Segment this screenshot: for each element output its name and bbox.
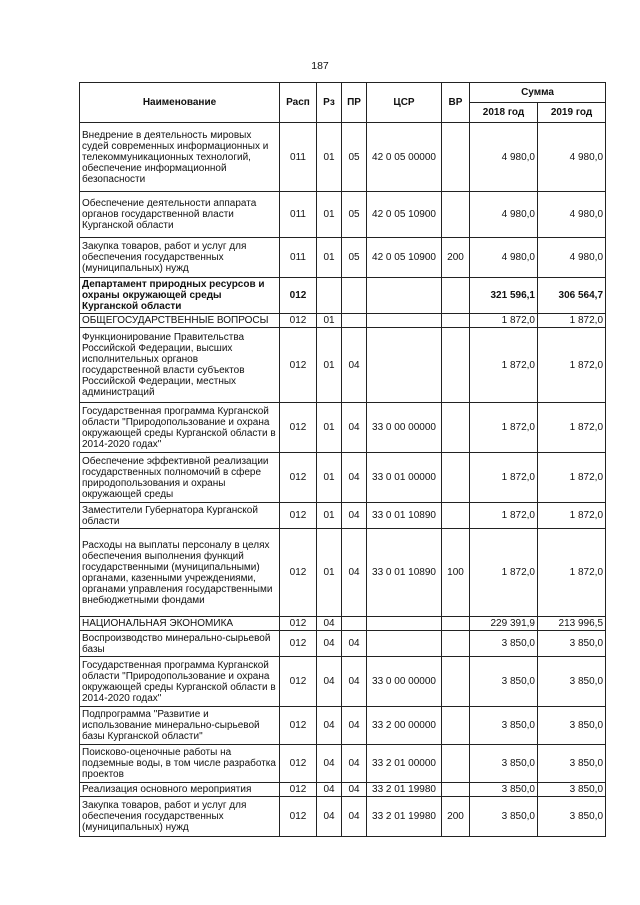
cell-sum-2018: 1 872,0: [470, 529, 538, 617]
cell-csr: 33 2 01 19980: [367, 797, 442, 837]
cell-name: Государственная программа Курганской области "Природопользование и охрана окружающей среды Курганской области в 2014-2020 годах": [80, 403, 280, 453]
cell-csr: [367, 278, 442, 314]
table-row: [80, 707, 606, 745]
cell-name: Департамент природных ресурсов и охраны окружающей среды Курганской области: [80, 278, 280, 314]
cell-pr: 04: [342, 403, 367, 453]
cell-csr: [367, 314, 442, 328]
cell-rasp: 012: [280, 783, 317, 797]
cell-pr: [342, 278, 367, 314]
cell-rasp: 012: [280, 278, 317, 314]
cell-rz: 01: [317, 123, 342, 192]
cell-name: НАЦИОНАЛЬНАЯ ЭКОНОМИКА: [80, 617, 280, 631]
cell-sum-2019: 3 850,0: [538, 797, 606, 837]
cell-sum-2019: 1 872,0: [538, 503, 606, 529]
cell-vr: [442, 745, 470, 783]
cell-vr: [442, 617, 470, 631]
header-name: Наименование: [80, 83, 280, 123]
cell-sum-2018: 1 872,0: [470, 314, 538, 328]
table-row: [80, 783, 606, 797]
cell-csr: 42 0 05 00000: [367, 123, 442, 192]
cell-name: Закупка товаров, работ и услуг для обеспечения государственных (муниципальных) нужд: [80, 238, 280, 278]
cell-rz: 01: [317, 328, 342, 403]
cell-pr: 05: [342, 123, 367, 192]
cell-sum-2019: 3 850,0: [538, 783, 606, 797]
table-row: [80, 745, 606, 783]
cell-name: Заместители Губернатора Курганской области: [80, 503, 280, 529]
cell-sum-2019: 4 980,0: [538, 123, 606, 192]
table-row: [80, 529, 606, 617]
cell-rasp: 012: [280, 617, 317, 631]
cell-vr: [442, 278, 470, 314]
table-row: [80, 403, 606, 453]
cell-vr: [442, 657, 470, 707]
cell-csr: [367, 631, 442, 657]
cell-name: Закупка товаров, работ и услуг для обеспечения государственных (муниципальных) нужд: [80, 797, 280, 837]
cell-csr: 42 0 05 10900: [367, 192, 442, 238]
cell-sum-2018: 3 850,0: [470, 797, 538, 837]
header-year-2018: 2018 год: [470, 103, 538, 123]
cell-sum-2018: 3 850,0: [470, 745, 538, 783]
budget-table: [79, 82, 606, 837]
cell-vr: 200: [442, 238, 470, 278]
cell-rz: 01: [317, 238, 342, 278]
table-body: [80, 123, 606, 837]
cell-vr: [442, 328, 470, 403]
cell-rasp: 012: [280, 314, 317, 328]
table-row: [80, 453, 606, 503]
cell-rasp: 012: [280, 631, 317, 657]
cell-rasp: 012: [280, 328, 317, 403]
cell-sum-2019: 1 872,0: [538, 529, 606, 617]
header-vr: ВР: [442, 83, 470, 123]
cell-name: Поисково-оценочные работы на подземные воды, в том числе разработка проектов: [80, 745, 280, 783]
cell-vr: [442, 503, 470, 529]
table-row: [80, 617, 606, 631]
cell-sum-2018: 3 850,0: [470, 707, 538, 745]
cell-pr: 04: [342, 745, 367, 783]
cell-name: ОБЩЕГОСУДАРСТВЕННЫЕ ВОПРОСЫ: [80, 314, 280, 328]
cell-rz: 01: [317, 192, 342, 238]
cell-rasp: 012: [280, 797, 317, 837]
cell-pr: [342, 617, 367, 631]
header-rasp: Расп: [280, 83, 317, 123]
cell-sum-2019: 306 564,7: [538, 278, 606, 314]
cell-pr: 04: [342, 529, 367, 617]
cell-name: Расходы на выплаты персоналу в целях обеспечения выполнения функций государственными (муниципальными) органами, казенными учреждениями, органами управления государственными внебюджетными фондами: [80, 529, 280, 617]
cell-sum-2018: 1 872,0: [470, 503, 538, 529]
cell-sum-2018: 4 980,0: [470, 192, 538, 238]
cell-sum-2019: 1 872,0: [538, 328, 606, 403]
cell-rasp: 011: [280, 192, 317, 238]
cell-sum-2018: 3 850,0: [470, 657, 538, 707]
cell-vr: 100: [442, 529, 470, 617]
cell-vr: [442, 453, 470, 503]
cell-pr: 04: [342, 453, 367, 503]
cell-rasp: 012: [280, 745, 317, 783]
cell-sum-2019: 3 850,0: [538, 745, 606, 783]
cell-rasp: 012: [280, 453, 317, 503]
table-row: [80, 192, 606, 238]
cell-csr: 33 0 01 10890: [367, 529, 442, 617]
cell-sum-2019: 1 872,0: [538, 453, 606, 503]
cell-csr: 33 2 00 00000: [367, 707, 442, 745]
cell-pr: 04: [342, 657, 367, 707]
cell-rasp: 012: [280, 707, 317, 745]
cell-sum-2019: 3 850,0: [538, 707, 606, 745]
table-row: [80, 631, 606, 657]
cell-rasp: 012: [280, 657, 317, 707]
cell-sum-2018: 4 980,0: [470, 238, 538, 278]
cell-rz: 01: [317, 403, 342, 453]
cell-pr: 05: [342, 238, 367, 278]
cell-rasp: 011: [280, 123, 317, 192]
header-rz: Рз: [317, 83, 342, 123]
cell-name: Обеспечение эффективной реализации государственных полномочий в сфере природопользования и охраны окружающей среды: [80, 453, 280, 503]
table-row: [80, 657, 606, 707]
table-row: [80, 797, 606, 837]
cell-rasp: 011: [280, 238, 317, 278]
cell-rasp: 012: [280, 529, 317, 617]
table-row: [80, 314, 606, 328]
cell-sum-2019: 213 996,5: [538, 617, 606, 631]
cell-rz: 01: [317, 453, 342, 503]
cell-rz: 04: [317, 631, 342, 657]
cell-sum-2018: 1 872,0: [470, 453, 538, 503]
cell-csr: 42 0 05 10900: [367, 238, 442, 278]
header-sum: Сумма: [470, 83, 606, 103]
cell-sum-2018: 1 872,0: [470, 328, 538, 403]
cell-rz: [317, 278, 342, 314]
cell-name: Внедрение в деятельность мировых судей современных информационных и телекоммуникационных технологий, обеспечение информационной безопасности: [80, 123, 280, 192]
cell-csr: [367, 328, 442, 403]
cell-vr: [442, 314, 470, 328]
cell-csr: 33 2 01 19980: [367, 783, 442, 797]
cell-sum-2019: 3 850,0: [538, 631, 606, 657]
cell-vr: [442, 783, 470, 797]
table-row: [80, 503, 606, 529]
cell-sum-2019: 1 872,0: [538, 403, 606, 453]
cell-csr: 33 0 00 00000: [367, 403, 442, 453]
cell-name: Обеспечение деятельности аппарата органов государственной власти Курганской области: [80, 192, 280, 238]
cell-sum-2019: 4 980,0: [538, 192, 606, 238]
cell-name: Государственная программа Курганской области "Природопользование и охрана окружающей среды Курганской области в 2014-2020 годах": [80, 657, 280, 707]
table-row: [80, 328, 606, 403]
cell-sum-2018: 3 850,0: [470, 783, 538, 797]
cell-rz: 01: [317, 503, 342, 529]
cell-rz: 01: [317, 314, 342, 328]
cell-vr: [442, 123, 470, 192]
cell-name: Подпрограмма "Развитие и использование минерально-сырьевой базы Курганской области": [80, 707, 280, 745]
page-number: 187: [311, 60, 329, 72]
cell-pr: 04: [342, 707, 367, 745]
cell-rz: 04: [317, 797, 342, 837]
cell-rz: 01: [317, 529, 342, 617]
cell-pr: 04: [342, 797, 367, 837]
cell-sum-2019: 1 872,0: [538, 314, 606, 328]
cell-pr: 05: [342, 192, 367, 238]
cell-rz: 04: [317, 783, 342, 797]
cell-rz: 04: [317, 617, 342, 631]
cell-vr: [442, 403, 470, 453]
cell-sum-2018: 229 391,9: [470, 617, 538, 631]
cell-pr: 04: [342, 503, 367, 529]
cell-sum-2018: 1 872,0: [470, 403, 538, 453]
cell-vr: [442, 631, 470, 657]
cell-name: Реализация основного мероприятия: [80, 783, 280, 797]
cell-csr: 33 2 01 00000: [367, 745, 442, 783]
cell-rasp: 012: [280, 403, 317, 453]
table-row: [80, 278, 606, 314]
cell-vr: [442, 707, 470, 745]
cell-rz: 04: [317, 745, 342, 783]
header-csr: ЦСР: [367, 83, 442, 123]
cell-name: Функционирование Правительства Российской Федерации, высших исполнительных органов государственной власти субъектов Российской Федерации, местных администраций: [80, 328, 280, 403]
cell-pr: 04: [342, 328, 367, 403]
cell-csr: 33 0 00 00000: [367, 657, 442, 707]
cell-sum-2018: 321 596,1: [470, 278, 538, 314]
header-pr: ПР: [342, 83, 367, 123]
header-year-2019: 2019 год: [538, 103, 606, 123]
table-row: [80, 238, 606, 278]
cell-vr: 200: [442, 797, 470, 837]
cell-rz: 04: [317, 707, 342, 745]
cell-csr: 33 0 01 00000: [367, 453, 442, 503]
cell-sum-2019: 3 850,0: [538, 657, 606, 707]
cell-csr: [367, 617, 442, 631]
cell-pr: 04: [342, 631, 367, 657]
cell-csr: 33 0 01 10890: [367, 503, 442, 529]
cell-name: Воспроизводство минерально-сырьевой базы: [80, 631, 280, 657]
cell-sum-2018: 4 980,0: [470, 123, 538, 192]
cell-pr: [342, 314, 367, 328]
cell-vr: [442, 192, 470, 238]
cell-rasp: 012: [280, 503, 317, 529]
cell-pr: 04: [342, 783, 367, 797]
cell-sum-2018: 3 850,0: [470, 631, 538, 657]
cell-rz: 04: [317, 657, 342, 707]
table-row: [80, 123, 606, 192]
cell-sum-2019: 4 980,0: [538, 238, 606, 278]
